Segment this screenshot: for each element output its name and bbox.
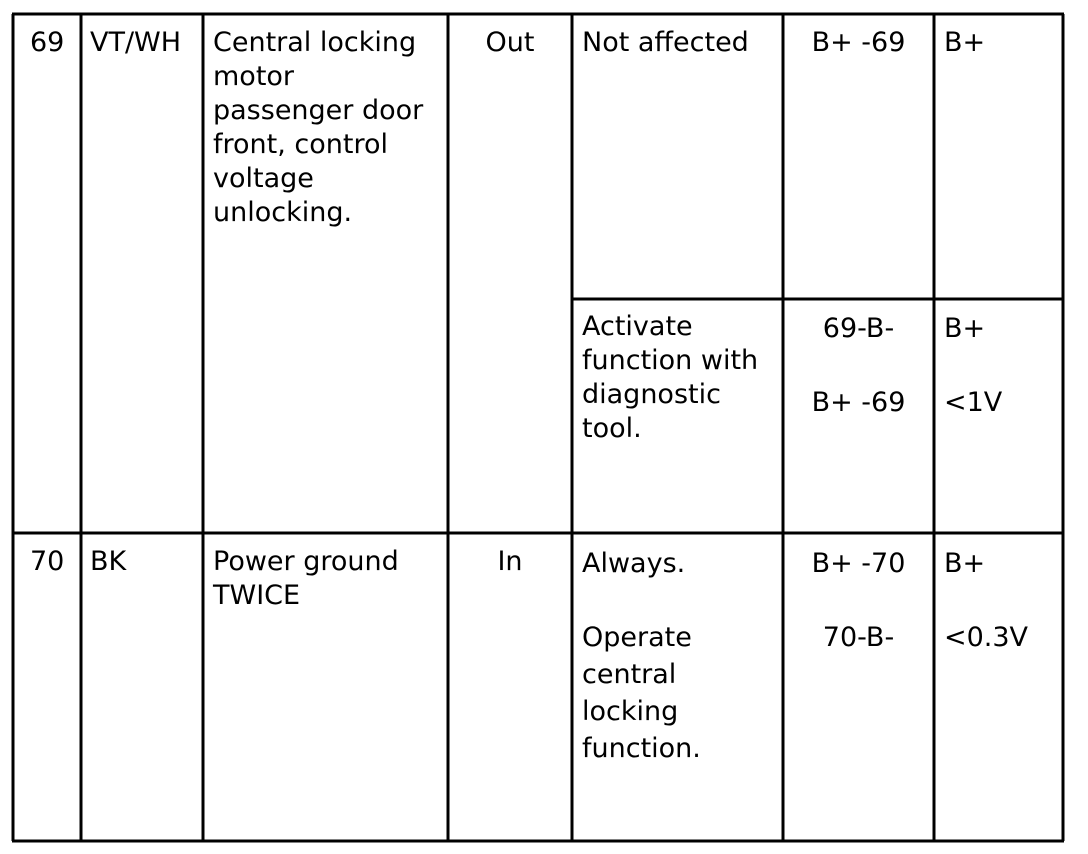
measure-cell: B+ -69 (811, 27, 906, 58)
wire-color-cell: VT/WH (90, 27, 182, 58)
condition-cell: Not affected (582, 27, 749, 58)
condition-cell: Always. Operate central locking function. (582, 548, 701, 764)
wire-color-cell: BK (90, 546, 127, 577)
description-cell: Power ground TWICE (213, 546, 399, 611)
pin-cell: 69 (30, 27, 65, 58)
value-cell: B+ <0.3V (944, 548, 1029, 653)
measure-cell: B+ -70 70-B- (811, 548, 906, 653)
value-cell: B+ (944, 27, 986, 58)
direction-cell: Out (485, 27, 535, 58)
direction-cell: In (497, 546, 523, 577)
pin-cell: 70 (30, 546, 65, 577)
description-cell: Central locking motor passenger door front, control voltage unlocking. (213, 27, 424, 228)
measure-cell: 69-B- B+ -69 (811, 313, 906, 418)
value-cell: B+ <1V (944, 313, 1003, 418)
condition-cell: Activate function with diagnostic tool. (582, 311, 759, 444)
